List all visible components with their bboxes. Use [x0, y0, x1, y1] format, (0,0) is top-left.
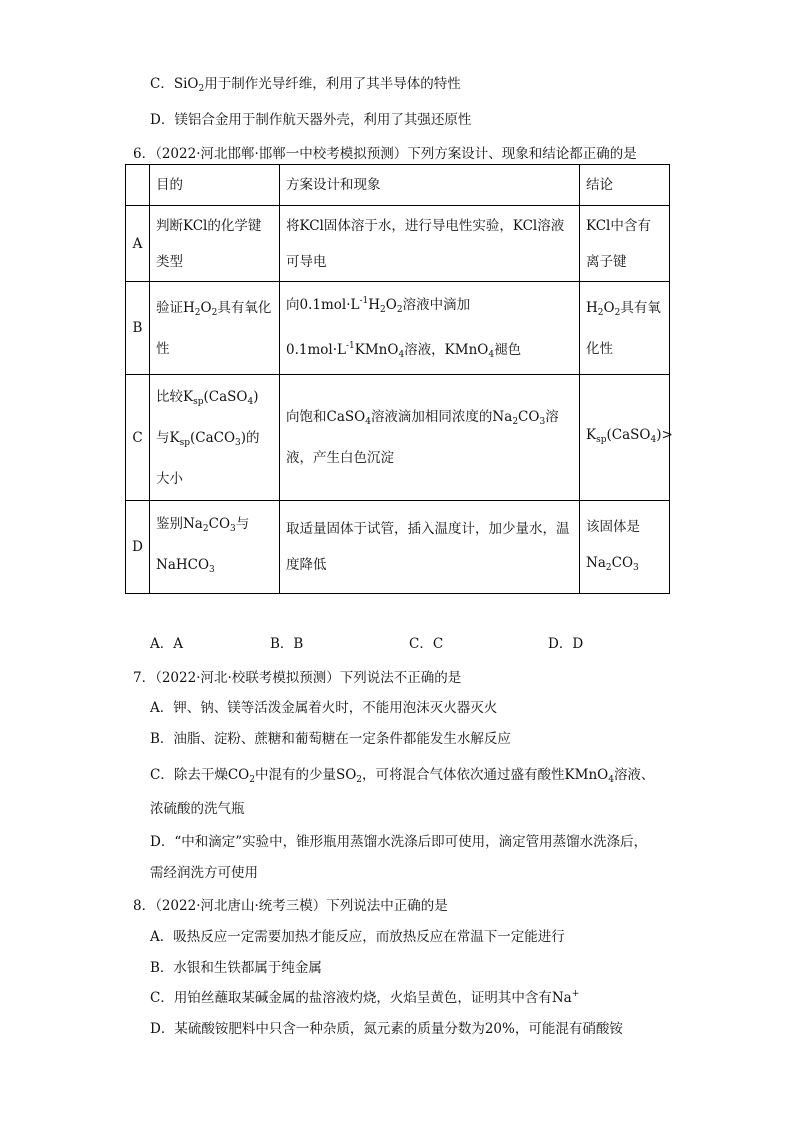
table-row-a: [126, 206, 670, 282]
q7-option-c-cont: 浓硫酸的洗气瓶: [150, 801, 245, 817]
subscript: 3: [539, 417, 546, 427]
cell-design: 取适量固体于试管，插入温度计，加少量水，温度降低: [280, 501, 580, 594]
superscript: -1: [359, 296, 369, 306]
header-cell-blank: [126, 165, 150, 206]
purpose-line-2: [156, 420, 273, 461]
q8-option-a: A．吸热反应一定需要加热才能反应，而放热反应在常温下一定能进行: [150, 929, 565, 945]
text: 验证H: [156, 299, 195, 316]
subscript: 4: [365, 417, 371, 427]
text: 与K: [156, 429, 180, 446]
q5-option-c: [150, 72, 461, 94]
text: KMnO: [354, 342, 399, 358]
q8-option-d: D．某硫酸铵肥料中只含一种杂质，氮元素的质量分数为20%，可能混有硝酸铵: [150, 1021, 623, 1037]
subscript: 2: [512, 417, 519, 427]
q5-option-d: D．镁铝合金用于制作航天器外壳，利用了其强还原性: [150, 112, 472, 128]
subscript: 2: [198, 84, 205, 94]
table-row-d: [126, 501, 670, 594]
cell-conclusion: KCl中含有离子键: [580, 206, 670, 282]
subscript: sp: [596, 435, 607, 445]
q5-option-c-text-rest: 用于制作光导纤维，利用了其半导体的特性: [204, 76, 461, 92]
text: 溶液、: [613, 767, 655, 783]
header-cell-purpose: 目的: [150, 165, 280, 206]
q6-experiment-table: [125, 164, 673, 594]
text: 与: [235, 516, 250, 532]
text: 具有氧化性: [156, 299, 272, 357]
text: K: [586, 427, 597, 443]
cell-conclusion: [580, 282, 670, 375]
text: C．除去干燥CO: [150, 767, 250, 783]
subscript: sp: [193, 396, 204, 407]
cell-purpose: [150, 375, 280, 501]
text: 溶液中滴加: [402, 297, 471, 313]
header-cell-conclusion: 结论: [580, 165, 670, 206]
text: ): [253, 388, 259, 405]
subscript: 4: [398, 350, 405, 360]
text: 溶液滴加相同浓度的Na: [370, 409, 513, 425]
q5-option-c-text: C．SiO: [150, 76, 199, 92]
text: 向饱和CaSO: [286, 409, 366, 425]
text: CO: [208, 516, 231, 532]
q8-option-b: B．水银和生铁都属于纯金属: [150, 960, 322, 976]
table-row-c: [126, 375, 670, 501]
subscript: 3: [633, 562, 639, 573]
header-cell-design: 方案设计和现象: [280, 165, 580, 206]
text: (CaSO: [203, 388, 248, 405]
subscript: 2: [597, 307, 604, 318]
purpose-line-1: [156, 379, 273, 420]
superscript: +: [571, 989, 580, 999]
cell-design: 将KCl固体溶于水，进行导电性实验，KCl溶液可导电: [280, 206, 580, 282]
text: 比较K: [156, 388, 194, 405]
purpose-line-2: [156, 547, 273, 588]
text: O: [603, 299, 615, 316]
q6-stem: 6．（2022·河北邯郸·邯郸一中校考模拟预测）下列方案设计、现象和结论都正确的是: [133, 146, 637, 162]
cell-purpose: 判断KCl的化学键类型: [150, 206, 280, 282]
subscript: 4: [608, 775, 614, 785]
subscript: 2: [396, 305, 403, 315]
subscript: 3: [235, 437, 241, 448]
subscript: 2: [202, 524, 209, 534]
q7-option-d-cont: 需经润洗方可使用: [150, 865, 258, 881]
q7-option-b: B．油脂、淀粉、蔗糖和葡萄糖在一定条件都能发生水解反应: [150, 731, 511, 747]
text: 溶液，产生白色沉淀: [286, 409, 559, 466]
q8-stem: 8．（2022·河北唐山·统考三模）下列说法中正确的是: [133, 898, 448, 914]
cell-purpose: [150, 501, 280, 594]
design-line-2: [286, 328, 573, 373]
superscript: -1: [345, 341, 355, 351]
subscript: 3: [209, 565, 215, 575]
row-label: B: [126, 282, 150, 375]
subscript: 2: [356, 775, 363, 785]
cell-conclusion: [580, 501, 670, 594]
row-label: A: [126, 206, 150, 282]
text: O: [385, 297, 397, 313]
cell-design: [280, 282, 580, 375]
text: 褪色: [494, 342, 522, 358]
row-label: C: [126, 375, 150, 501]
subscript: 4: [650, 435, 657, 445]
text: 鉴别Na: [156, 516, 203, 532]
subscript: 3: [230, 524, 236, 534]
purpose-line-3: 大小: [156, 470, 183, 487]
design-line-1: [286, 283, 573, 328]
subscript: 2: [211, 307, 218, 318]
q7-option-d: D．“中和滴定”实验中，锥形瓶用蒸馏水洗涤后即可使用，滴定管用蒸馏水洗涤后，: [150, 834, 648, 850]
text: (CaSO: [606, 427, 651, 443]
text: H: [368, 297, 381, 313]
text: H: [586, 299, 598, 316]
text: 溶液，KMnO: [404, 342, 489, 358]
text: O: [200, 299, 212, 316]
text: (CaCO: [189, 429, 236, 446]
purpose-line-1: [156, 506, 273, 547]
q7-option-a: A．钾、钠、镁等活泼金属着火时，不能用泡沫灭火器灭火: [150, 700, 498, 716]
q7-stem: 7．（2022·河北·校联考模拟预测）下列说法不正确的是: [133, 670, 462, 686]
text: CO: [518, 409, 540, 425]
choice-b: B．B: [270, 636, 304, 652]
text: 具有氧化性: [586, 299, 661, 357]
text: 中混有的少量SO: [254, 767, 357, 783]
subscript: 2: [605, 562, 612, 573]
text: CO: [611, 554, 634, 571]
q8-option-c: [150, 986, 579, 1006]
choice-c: C．C: [409, 636, 444, 652]
cell-purpose: [150, 282, 280, 375]
subscript: sp: [179, 437, 190, 448]
text: 向0.1mol·L: [286, 297, 360, 313]
cell-design: [280, 375, 580, 501]
subscript: 2: [194, 307, 201, 318]
concl-line-1: 该固体是: [586, 518, 640, 535]
subscript: 4: [247, 396, 254, 407]
subscript: 2: [380, 305, 386, 315]
choice-d: D．D: [548, 636, 584, 652]
q7-option-c: [150, 763, 654, 785]
text: ，可将混合气体依次通过盛有酸性KMnO: [362, 767, 609, 783]
subscript: 2: [614, 307, 621, 318]
text: )>: [656, 427, 673, 443]
choice-a: A．A: [150, 636, 183, 652]
subscript: 4: [488, 350, 495, 360]
text: 0.1mol·L: [286, 342, 346, 358]
text: Na: [586, 554, 606, 571]
row-label: D: [126, 501, 150, 594]
text: C．用铂丝蘸取某碱金属的盐溶液灼烧，火焰呈黄色，证明其中含有Na: [150, 990, 572, 1006]
cell-conclusion: [580, 375, 673, 501]
text: NaHCO: [156, 557, 210, 573]
subscript: 2: [249, 775, 255, 785]
text: )的: [240, 429, 260, 446]
table-row-b: [126, 282, 670, 375]
concl-line-2: [586, 545, 663, 586]
table-header-row: [126, 165, 670, 206]
